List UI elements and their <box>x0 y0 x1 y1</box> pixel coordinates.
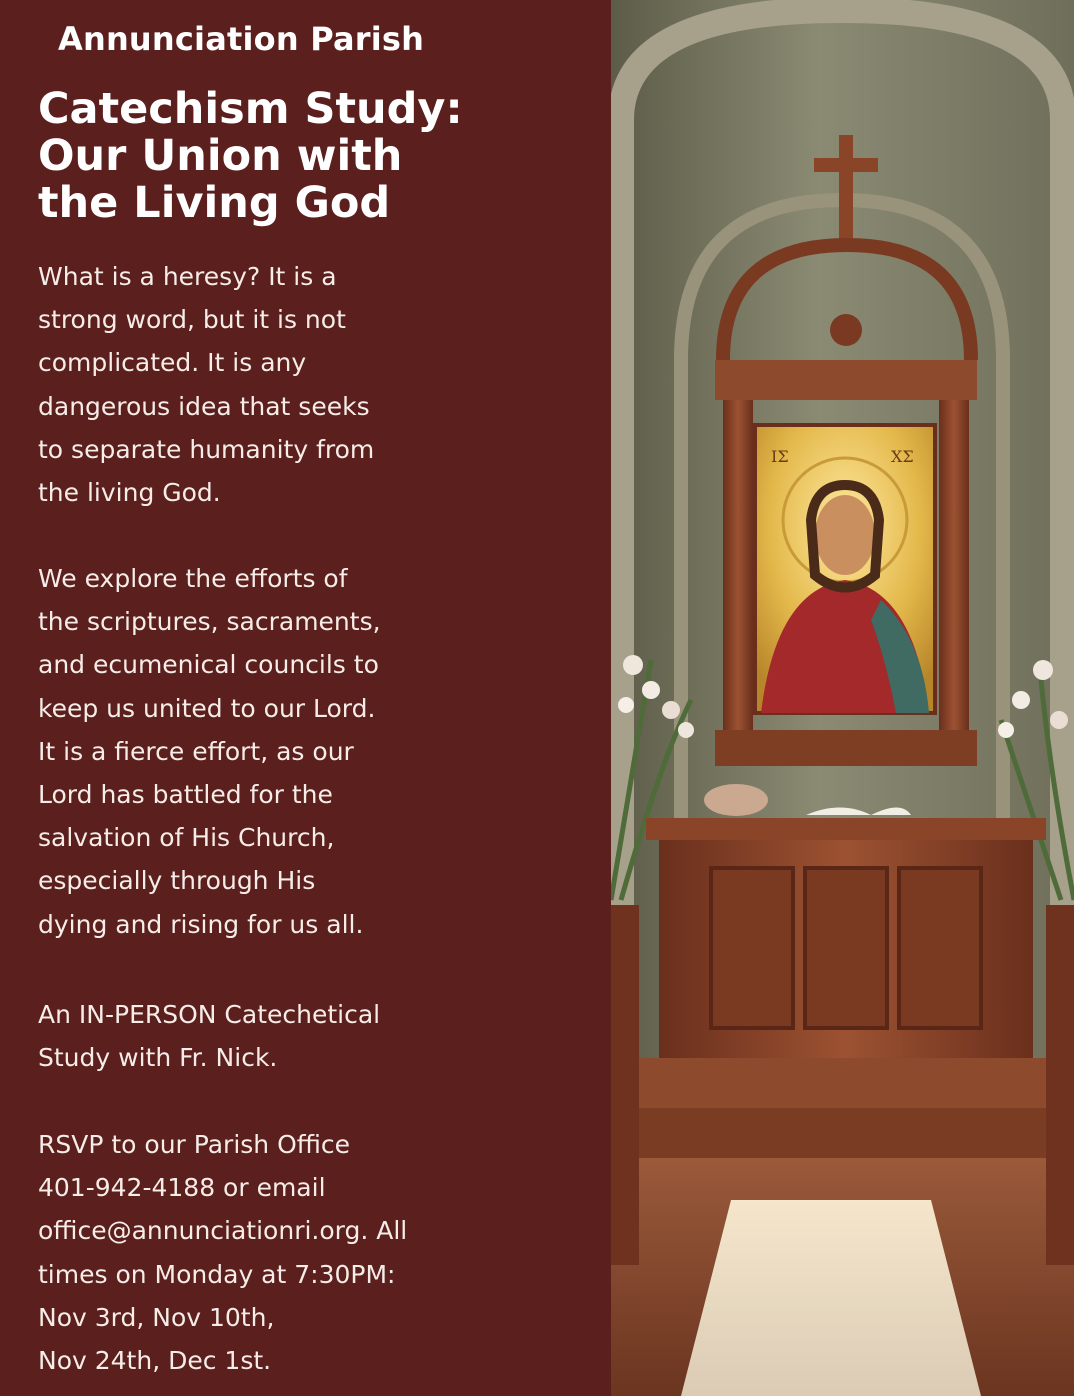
paragraph-line: to separate humanity from <box>38 434 375 464</box>
page-title <box>38 86 598 227</box>
altar-step <box>636 1058 1056 1108</box>
paragraph-line: and ecumenical councils to <box>38 650 379 680</box>
title-line: Catechism Study: <box>38 84 463 134</box>
frame-base <box>715 730 977 766</box>
parish-name: Annunciation Parish <box>58 20 425 58</box>
paragraph-line: RSVP to our Parish Office <box>38 1130 351 1159</box>
heresy-paragraph <box>38 255 598 514</box>
chapel-scene <box>611 0 1074 1396</box>
altar-panel <box>805 868 887 1028</box>
right-pew <box>1046 905 1074 1265</box>
paragraph-line: strong word, but it is not <box>38 305 346 335</box>
altar-step <box>626 1108 1066 1158</box>
paragraph-line: Nov 3rd, Nov 10th, <box>38 1302 275 1332</box>
icon-placard-right: ΧΣ <box>891 447 914 466</box>
floor-runner <box>681 1200 981 1396</box>
left-pew <box>611 905 639 1265</box>
paragraph-line: Lord has battled for the <box>38 780 333 810</box>
paragraph-line: dying and rising for us all. <box>38 909 364 939</box>
paragraph-line: complicated. It is any <box>38 348 307 378</box>
title-line: the Living God <box>38 178 391 228</box>
altar-panel <box>711 868 793 1028</box>
paragraph-line: especially through His <box>38 866 316 896</box>
altar-panel <box>899 868 981 1028</box>
paragraph-line: office@annunciationri.org. All <box>38 1216 408 1246</box>
frame-finial <box>830 314 862 346</box>
paragraph-line: dangerous idea that seeks <box>38 391 370 421</box>
paragraph-line: We explore the efforts of <box>38 564 348 593</box>
paragraph-line: Nov 24th, Dec 1st. <box>38 1346 272 1376</box>
paragraph-line: An IN-PERSON Catechetical <box>38 1000 381 1029</box>
rsvp-paragraph <box>38 1123 598 1382</box>
paragraph-line: Study with Fr. Nick. <box>38 1043 278 1073</box>
paragraph-line: salvation of His Church, <box>38 823 335 853</box>
paragraph-line: the living God. <box>38 478 221 508</box>
left-column <box>723 400 753 730</box>
title-line: Our Union with <box>38 131 403 181</box>
explore-paragraph <box>38 557 598 946</box>
paragraph-line: 401-942-4188 or email <box>38 1173 326 1203</box>
face <box>815 495 875 575</box>
paragraph-line: What is a heresy? It is a <box>38 262 337 291</box>
paragraph-line: keep us united to our Lord. <box>38 693 376 723</box>
flower-bowl <box>704 784 768 816</box>
icon-placard-left: ΙΣ <box>771 447 789 466</box>
paragraph-line: It is a fierce effort, as our <box>38 736 354 766</box>
in-person-paragraph <box>38 993 598 1079</box>
altar-top <box>646 818 1046 840</box>
chapel-illustration <box>611 0 1074 1396</box>
paragraph-line: the scriptures, sacraments, <box>38 607 381 637</box>
right-column <box>939 400 969 730</box>
paragraph-line: times on Monday at 7:30PM: <box>38 1259 396 1289</box>
frame-header <box>715 360 977 400</box>
